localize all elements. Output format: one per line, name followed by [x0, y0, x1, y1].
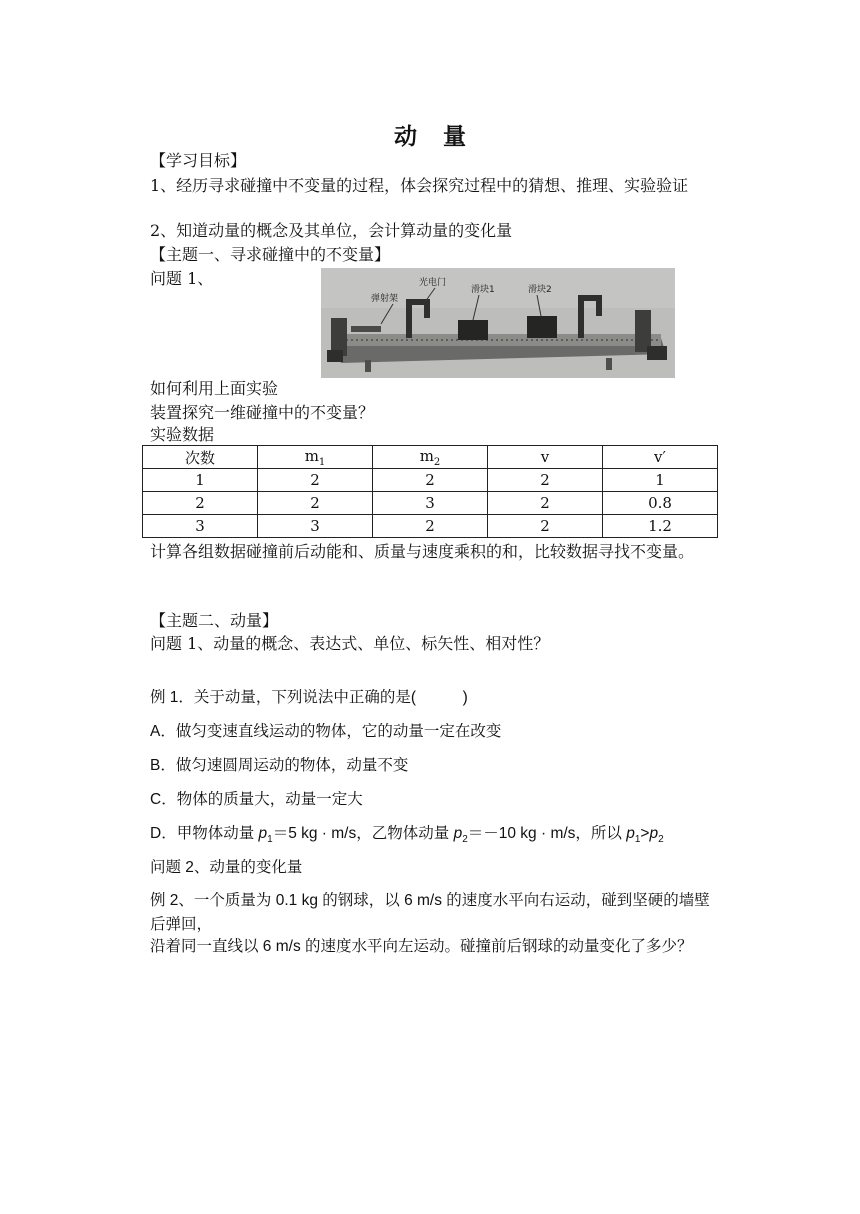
table-cell: 2 [373, 469, 488, 492]
table-cell: 3 [258, 515, 373, 538]
topic2-question1: 问题 1、动量的概念、表达式、单位、标矢性、相对性？ [150, 634, 550, 653]
topic2-heading: 【主题二、动量】 [150, 611, 279, 630]
label-photogate: 光电门 [419, 278, 447, 288]
page-title: 动 量 [393, 124, 466, 150]
table-row [143, 469, 718, 492]
table-row [143, 515, 718, 538]
topic2-question2: 问题 2、动量的变化量 [150, 859, 303, 876]
air-track-illustration [321, 268, 675, 378]
header-v: v [488, 446, 603, 469]
table-cell: 2 [488, 469, 603, 492]
topic1-ask-line1: 如何利用上面实验 [150, 379, 279, 398]
table-cell: 2 [488, 492, 603, 515]
header-v-prime: v′ [603, 446, 718, 469]
data-label: 实验数据 [150, 425, 215, 444]
table-header-row [143, 446, 718, 469]
topic1-heading: 【主题一、寻求碰撞中的不变量】 [150, 245, 391, 264]
table-cell: 1 [603, 469, 718, 492]
example1-stem: 例 1．关于动量，下列说法中正确的是( ) [150, 689, 468, 706]
label-launcher: 弹射架 [371, 294, 399, 304]
table-cell: 2 [373, 515, 488, 538]
topic1-question1: 问题 1、 [150, 269, 214, 288]
table-cell: 2 [258, 469, 373, 492]
table-cell: 2 [488, 515, 603, 538]
objectives-heading: 【学习目标】 [150, 151, 247, 170]
example2-line1: 例 2、一个质量为 0.1 kg 的钢球，以 6 m/s 的速度水平向右运动，碰到坚硬的墙壁后弹回， [150, 892, 710, 933]
example2-line2: 沿着同一直线以 6 m/s 的速度水平向左运动。碰撞前后钢球的动量变化了多少？ [150, 938, 693, 955]
topic1-ask-line2: 装置探究一维碰撞中的不变量？ [150, 403, 375, 422]
table-cell: 3 [373, 492, 488, 515]
table-cell: 2 [258, 492, 373, 515]
header-m2: $m_2$ [373, 446, 488, 469]
header-count: 次数 [143, 446, 258, 469]
table-row [143, 492, 718, 515]
table-cell: 2 [143, 492, 258, 515]
table-cell: 0.8 [603, 492, 718, 515]
table-cell: 1 [143, 469, 258, 492]
apparatus-photo [321, 268, 675, 378]
header-m1: $m_1$ [258, 446, 373, 469]
example1-option-d: D．甲物体动量 $p_1=5$ kg · m/s，乙物体动量 $p_2=-10$ kg · m/s，所以 $p_1>p_2$ [150, 825, 664, 846]
objective-item-1: 1、经历寻求碰撞中不变量的过程，体会探究过程中的猜想、推理、实验验证 [150, 176, 689, 195]
label-slider1: 滑块1 [471, 285, 495, 295]
table-cell: 3 [143, 515, 258, 538]
example1-option-a: A．做匀变速直线运动的物体，它的动量一定在改变 [150, 723, 502, 740]
topic1-instruction: 计算各组数据碰撞前后动能和、质量与速度乘积的和，比较数据寻找不变量。 [150, 542, 695, 561]
label-slider2: 滑块2 [528, 285, 552, 295]
example1-option-c: C．物体的质量大，动量一定大 [150, 791, 363, 808]
objective-item-2: 2、知道动量的概念及其单位，会计算动量的变化量 [150, 221, 513, 240]
example1-option-b: B．做匀速圆周运动的物体，动量不变 [150, 757, 409, 774]
experiment-data-table [142, 445, 718, 538]
table-cell: 1.2 [603, 515, 718, 538]
